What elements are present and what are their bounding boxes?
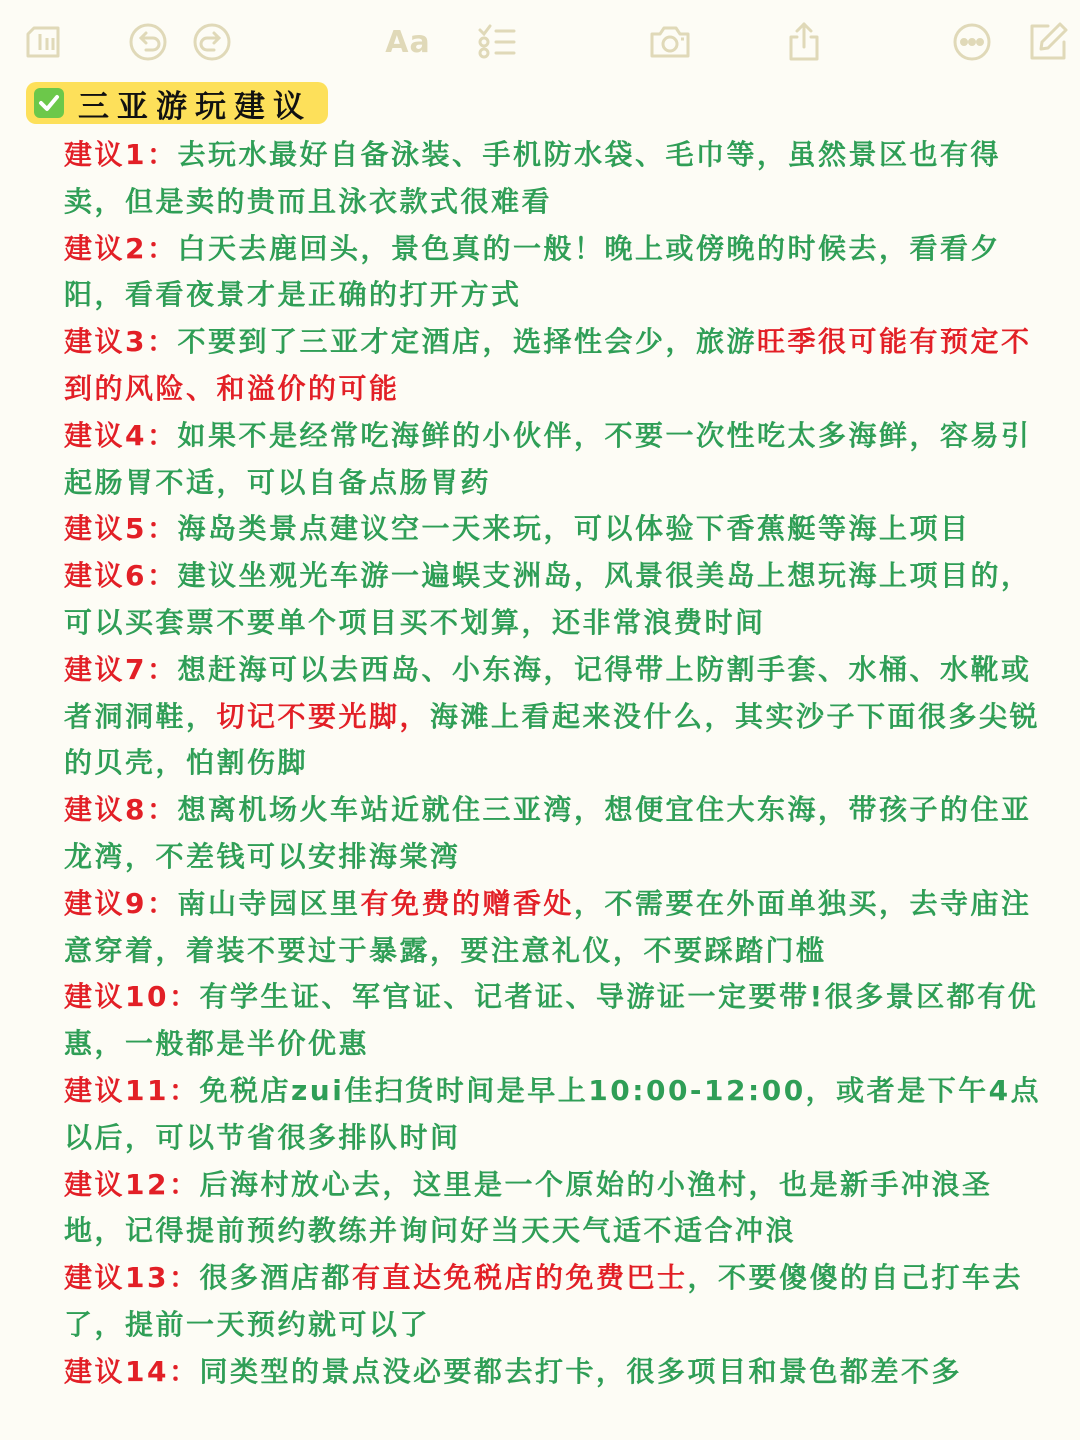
tip-item (64, 506, 1044, 553)
share-icon[interactable] (780, 18, 828, 66)
tip-item (64, 647, 1044, 787)
tip-text: 有学生证、军官证、记者证、导游证一定要带!很多景区都有优惠，一般都是半价优惠 (64, 980, 1039, 1061)
tip-highlight-text: 切记不要光脚， (216, 699, 431, 733)
tip-text: 如果不是经常吃海鲜的小伙伴，不要一次性吃太多海鲜，容易引起肠胃不适，可以自备点肠胃药 (64, 418, 1032, 499)
tip-text: 后海村放心去，这里是一个原始的小渔村，也是新手冲浪圣地，记得提前预约教练并询问好当天天气适不适合冲浪 (64, 1167, 993, 1248)
checkmark-icon (34, 88, 64, 118)
tip-label: 建议13： (64, 1261, 200, 1295)
redo-icon[interactable] (188, 18, 236, 66)
tip-label: 建议1： (64, 138, 178, 171)
tip-label: 建议3： (64, 325, 178, 359)
tip-text: 很多酒店都 (199, 1261, 352, 1295)
tip-label: 建议11： (64, 1073, 200, 1107)
tip-label: 建议14： (64, 1354, 200, 1388)
camera-icon[interactable] (646, 18, 694, 66)
note-title-highlight (26, 82, 328, 124)
tip-text: 南山寺园区里 (177, 886, 361, 920)
tip-label: 建议7： (64, 652, 178, 686)
more-icon[interactable] (948, 18, 996, 66)
tip-label: 建议6： (64, 559, 178, 593)
tip-label: 建议5： (64, 512, 178, 546)
tip-item (64, 1255, 1044, 1349)
sidebar-icon[interactable] (18, 18, 66, 66)
tip-highlight-text: 有免费的赠香处 (360, 886, 575, 920)
tip-text: 去玩水最好自备泳装、手机防水袋、毛巾等，虽然景区也有得卖，但是卖的贵而且泳衣款式很难看 (64, 138, 1001, 218)
tip-text: 白天去鹿回头，景色真的一般！晚上或傍晚的时候去，看看夕阳，看看夜景才是正确的打开方式 (64, 231, 1001, 312)
tip-label: 建议12： (64, 1167, 200, 1201)
tips-list (64, 132, 1044, 1396)
tip-item (64, 1068, 1044, 1162)
tip-item (64, 132, 1044, 226)
tip-label: 建议10： (64, 980, 200, 1014)
tip-text: ，不要傻傻的自己打车去了，提前一天预约就可以了 (64, 1261, 1024, 1341)
tip-highlight-text: 有直达免税店的免费巴士 (351, 1261, 688, 1295)
tip-text: 不要到了三亚才定酒店，选择性会少，旅游 (177, 325, 757, 359)
tip-label: 建议4： (64, 418, 178, 452)
note-toolbar (0, 0, 1080, 84)
tip-item (64, 1162, 1044, 1256)
tip-item (64, 553, 1044, 647)
tip-text: 同类型的景点没必要都去打卡，很多项目和景色都差不多 (199, 1354, 962, 1388)
tip-item (64, 319, 1044, 413)
compose-icon[interactable] (1024, 18, 1072, 66)
tip-item (64, 226, 1044, 320)
tip-text: 建议坐观光车游一遍蜈支洲岛，风景很美岛上想玩海上项目的，可以买套票不要单个项目买不划算，还非常浪费时间 (64, 559, 1032, 639)
checklist-icon[interactable] (472, 18, 520, 66)
tip-text: 免税店zui佳扫货时间是早上10:00-12:00，或者是下午4点以后，可以节省很多排队时间 (64, 1073, 1042, 1154)
tip-item (64, 413, 1044, 507)
format-text-icon[interactable] (382, 18, 434, 66)
undo-icon[interactable] (124, 18, 172, 66)
tip-label: 建议9： (64, 886, 178, 920)
tip-highlight-text: 旺季很可能有预定不到的风险、和溢价的可能 (64, 325, 1032, 405)
tip-item (64, 974, 1044, 1068)
tip-label: 建议8： (64, 793, 178, 827)
page-title: 三亚游玩建议 (78, 88, 312, 125)
tip-text: ，不需要在外面单独买，去寺庙注意穿着，着装不要过于暴露，要注意礼仪，不要踩踏门槛 (64, 886, 1032, 967)
tip-item (64, 787, 1044, 881)
tip-text: 海岛类景点建议空一天来玩，可以体验下香蕉艇等海上项目 (177, 512, 971, 546)
tip-label: 建议2： (64, 231, 178, 265)
tip-text: 海滩上看起来没什么，其实沙子下面很多尖锐的贝壳，怕割伤脚 (64, 699, 1041, 780)
tip-item (64, 881, 1044, 975)
tip-item (64, 1349, 1044, 1396)
format-text-label: Aa (385, 24, 431, 60)
tip-text: 想赶海可以去西岛、小东海，记得带上防割手套、水桶、水靴或者洞洞鞋， (64, 652, 1032, 733)
tip-text: 想离机场火车站近就住三亚湾，想便宜住大东海，带孩子的住亚龙湾，不差钱可以安排海棠湾 (64, 793, 1032, 873)
